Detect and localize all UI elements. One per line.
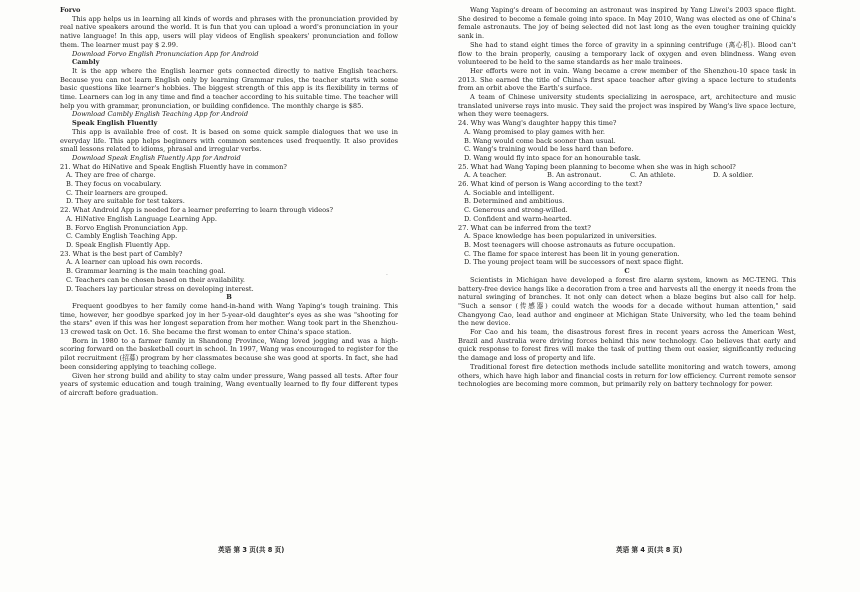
option: A. A teacher.	[464, 171, 507, 180]
passage-c-paragraph: For Cao and his team, the disastrous forest fires in recent years across the American West, Brazil and Australia were driving forces behind this new technology. Cao believes that early and quick response to forest fires will make the task of putting them out easier, significantly reducing the damage and loss of property and life.	[458, 328, 796, 363]
option: C. An athlete.	[630, 171, 676, 180]
question-26: 26. What kind of person is Wang according to the text?	[458, 180, 643, 189]
option: D. The young project team will be successors of next space flight.	[464, 258, 684, 267]
passage-b-paragraph: Wang Yaping's dream of becoming an astronaut was inspired by Yang Liwei's 2003 space flight. She desired to become a female going into space. In May 2010, Wang was elected as one of China's female astronauts. The joy of being selected did not last long as the even tougher training quickly sank in.	[458, 6, 796, 41]
passage-b-paragraph: Her efforts were not in vain. Wang became a crew member of the Shenzhou-10 space task in 2013. She earned the title of China's first space teacher after giving a space lecture to students from an orbit above the Earth's surface.	[458, 66, 796, 93]
passage-b-paragraph: She had to stand eight times the force of gravity in a spinning centrifuge (离心机). Blood can't flow to the brain properly, causing a temporary lack of oxygen and even blindness. Wang even volunteered to be held to the same standards as her male trainees.	[458, 40, 796, 67]
option: B. Most teenagers will choose astronauts as future occupation.	[464, 240, 676, 249]
sef-download-line: Download Speak English Fluently App for Android	[72, 153, 241, 162]
passage-b-paragraph: Given her strong build and ability to stay calm under pressure, Wang passed all tests. After four years of systemic education and tough training, Wang eventually learned to fly four different types of aircraft before graduation.	[60, 371, 398, 397]
section-c-heading: C	[624, 267, 630, 276]
option: B. Determined and ambitious.	[464, 197, 565, 206]
option: A. HiNative English Language Learning App.	[66, 214, 217, 223]
sef-title: Speak English Fluently	[72, 119, 158, 128]
option: A. Space knowledge has been popularized in universities.	[464, 232, 657, 241]
question-22: 22. What Android App is needed for a learner preferring to learn through videos?	[60, 206, 334, 215]
passage-b-paragraph: Born in 1980 to a farmer family in Shandong Province, Wang loved jogging and was a high-scoring forward on the basketball court in school. In 1997, Wang was encouraged to register for the pilot recruitment (招募) program by her classmates because she was good at sports. In fact, she had been considering applying to teaching college.	[60, 336, 398, 371]
cambly-download-line: Download Cambly English Teaching App for Android	[72, 110, 249, 119]
option: B. Wang would come back sooner than usual.	[464, 136, 616, 145]
option: D. Teachers lay particular stress on developing interest.	[66, 284, 254, 293]
option: B. Grammar learning is the main teaching goal.	[66, 267, 226, 276]
question-24: 24. Why was Wang's daughter happy this time?	[458, 119, 617, 128]
question-23: 23. What is the best part of Cambly?	[60, 249, 183, 258]
question-21: 21. What do HiNative and Speak English Fluently have in common?	[60, 162, 287, 171]
option: A. They are free of charge.	[66, 171, 156, 180]
passage-b-paragraph: A team of Chinese university students specializing in aerospace, art, architecture and music translated universe rays into music. They said the project was inspired by Wang's live space lecture, when they were teenagers.	[458, 93, 796, 119]
sef-description: This app is available free of cost. It is based on some quick sample dialogues that we use in everyday life. This app helps beginners with common sentences used frequently. It also provides small lessons related to idioms, phrasal and irregular verbs.	[60, 127, 398, 154]
option: D. Speak English Fluently App.	[66, 240, 171, 249]
option: B. They focus on vocabulary.	[66, 180, 162, 189]
option: C. The flame for space interest has been lit in young generation.	[464, 249, 680, 258]
page-footer-right: 英语 第 4 页(共 8 页)	[616, 546, 683, 554]
passage-c-paragraph: Traditional forest fire detection methods include satellite monitoring and watch towers, among others, which have high labor and financial costs in return for low efficiency. Current remote sensor technologies are becoming more common, but primarily rely on battery technology for power.	[458, 362, 796, 389]
option: A. A learner can upload his own records.	[66, 258, 203, 267]
option: A. Sociable and intelligent.	[464, 188, 555, 197]
option: D. A soldier.	[713, 171, 754, 180]
left-page-column	[60, 6, 398, 398]
option: C. Their learners are grouped.	[66, 188, 168, 197]
cambly-description: It is the app where the English learner gets connected directly to native English teachers. Because you can not learn English only by learning Grammar rules, the teacher starts with some basic questions like learner's hobbies. The biggest strength of this app is its flexibility in terms of time. Learners can log in any time and find a teacher according to his suitable time. The teacher will help you with grammar, pronunciation, or building confidence. The monthly charge is $85.	[60, 66, 398, 110]
page-footer-left: 英语 第 3 页(共 8 页)	[218, 546, 285, 554]
question-25-options	[458, 171, 796, 180]
option: D. Confident and warm-hearted.	[464, 214, 572, 223]
cambly-title: Cambly	[72, 58, 100, 67]
stray-mark: ·	[386, 272, 388, 279]
forvo-description: This app helps us in learning all kinds of words and phrases with the pronunciation provided by real native speakers around the world. It is fun that you can upload a word's pronunciation in your native language! In this app, users will play videos of English speakers' pronunciation and follow them. The learner must pay $ 2.99.	[60, 14, 398, 49]
option: D. Wang would fly into space for an honourable task.	[464, 153, 641, 162]
option: C. Generous and strong-willed.	[464, 206, 568, 215]
passage-c-paragraph: Scientists in Michigan have developed a forest fire alarm system, known as MC-TENG. This battery-free device hangs like a decoration from a tree and harvests all the energy it needs from the natural swinging of branches. It not only can detect when a blaze begins but also call for help. "Such a sensor (传感器) could watch the woods for a decade without human attention," said Changyong Cao, lead author and engineer at Michigan State University, who led the team behind the new device.	[458, 275, 796, 328]
option: C. Teachers can be chosen based on their availability.	[66, 275, 246, 284]
forvo-download-line: Download Forvo English Pronunciation App for Android	[72, 49, 259, 58]
question-25: 25. What had Wang Yaping been planning to become when she was in high school?	[458, 162, 736, 171]
option: B. Forvo English Pronunciation App.	[66, 223, 188, 232]
option: B. An astronaut.	[547, 171, 602, 180]
option: D. They are suitable for test takers.	[66, 197, 185, 206]
section-b-heading: B	[226, 293, 232, 302]
option: C. Wang's training would be less hard than before.	[464, 145, 634, 154]
option: C. Cambly English Teaching App.	[66, 232, 178, 241]
question-27: 27. What can be inferred from the text?	[458, 223, 591, 232]
passage-b-paragraph: Frequent goodbyes to her family come hand-in-hand with Wang Yaping's tough training. This time, however, her goodbye sparked joy in her 5-year-old daughter's eyes as she was "shooting for the stars" even if this was her longest separation from her mother. Wang took part in the Shenzhou-13 crewed task on Oct. 16. She became the first woman to enter China's space station.	[60, 301, 398, 337]
forvo-title: Forvo	[60, 6, 81, 14]
option: A. Wang promised to play games with her.	[464, 127, 605, 136]
right-page-column	[458, 6, 796, 389]
